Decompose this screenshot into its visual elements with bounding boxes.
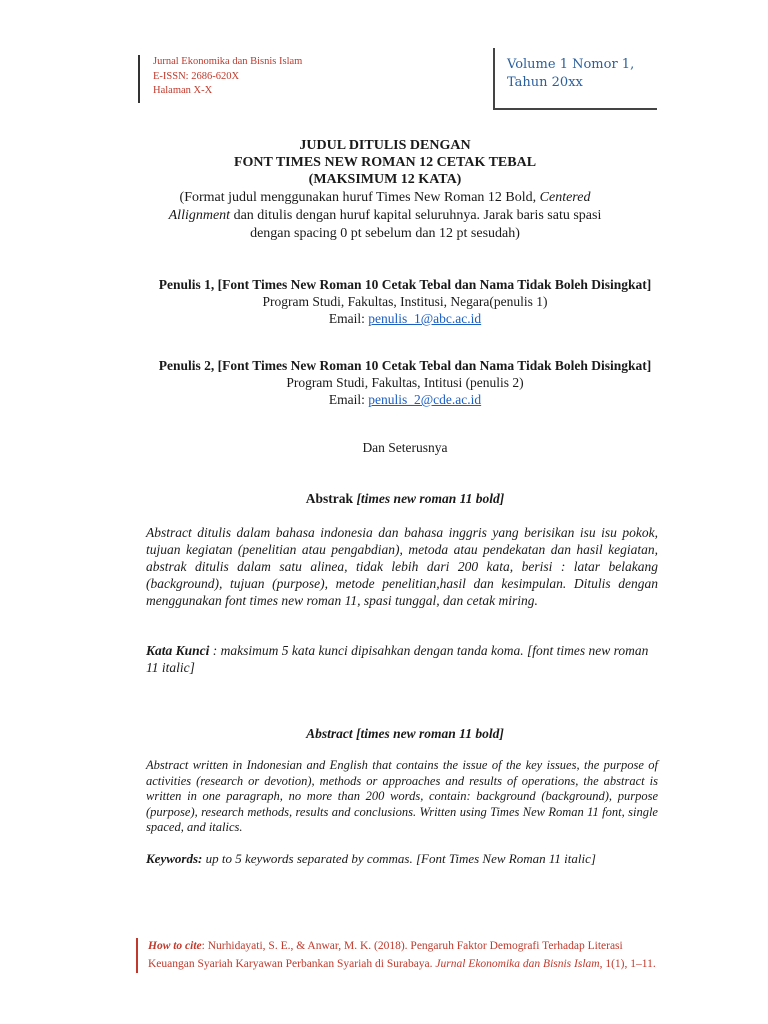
keywords-label: Keywords:	[146, 851, 203, 866]
volume-info-block	[493, 48, 657, 110]
citation-text-b: , 1(1), 1–11.	[599, 957, 656, 970]
title-line-1: JUDUL DITULIS DENGAN	[299, 138, 471, 153]
keywords	[146, 851, 658, 867]
journal-pages: Halaman X-X	[153, 85, 213, 96]
author-1-block	[140, 276, 670, 327]
author-2-name: Penulis 2, [Font Times New Roman 10 Cetak Tebal dan Nama Tidak Boleh Disingkat]	[158, 358, 652, 373]
title-format-note	[150, 189, 620, 243]
citation-journal: Jurnal Ekonomika dan Bisnis Islam	[435, 957, 600, 970]
author-2-email-label: Email:	[328, 392, 369, 407]
volume-year: Tahun 20xx	[507, 75, 583, 90]
journal-eissn: E-ISSN: 2686-620X	[153, 70, 240, 82]
title-line-3: (MAKSIMUM 12 KATA)	[308, 172, 462, 187]
author-2-email-link[interactable]: penulis_2@cde.ac.id	[368, 392, 482, 407]
abstrak-heading	[140, 491, 670, 507]
title-block	[150, 137, 620, 243]
abstrak-heading-b: [times new roman 11 bold]	[356, 491, 505, 506]
kata-kunci-text: : maksimum 5 kata kunci dipisahkan dengan tanda koma. [font times new roman 11 italic]	[146, 643, 649, 675]
author-1-email-label: Email:	[328, 311, 369, 326]
kata-kunci	[146, 642, 658, 676]
journal-info-block	[138, 55, 302, 103]
abstract-en-body: Abstract written in Indonesian and English that contains the issue of the key issues, the purpose of activities (research or devotion), methods or approaches and results of operations, the abstract is written in one paragraph, no more than 200 words, contain: background (background), purpose (purpose), research methods, results and conclusions. Written using Times New Roman 11 font, single spaced, and italics.	[146, 758, 658, 834]
author-2-block	[140, 357, 670, 408]
citation-block	[136, 938, 672, 973]
title-note-a: (Format judul menggunakan huruf Times New Roman 12 Bold,	[179, 190, 540, 205]
citation-label: How to cite	[148, 940, 202, 952]
author-2-affiliation: Program Studi, Fakultas, Intitusi (penulis 2)	[286, 375, 524, 390]
keywords-text: up to 5 keywords separated by commas. [Font Times New Roman 11 italic]	[202, 851, 596, 866]
abstrak-body: Abstract ditulis dalam bahasa indonesia dan bahasa inggris yang berisikan isu isu pokok, tujuan kegiatan (penelitian atau pengabdian), metoda atau pendekatan dan hasil kegiatan, abstrak ditulis dalam satu alinea, tidak lebih dari 200 kata, berisi : latar belakang (background), tujuan (purpose), metode penelitian,hasil dan kesimpulan. Ditulis dengan menggunakan font times new roman 11, spasi tunggal, dan cetak miring.	[146, 525, 658, 608]
author-1-affiliation: Program Studi, Fakultas, Institusi, Negara(penulis 1)	[262, 294, 548, 309]
title-note-b: Centered Allignment	[168, 190, 591, 223]
journal-name: Jurnal Ekonomika dan Bisnis Islam	[153, 56, 303, 67]
citation-text-a: : Nurhidayati, S. E., & Anwar, M. K. (2018). Pengaruh Faktor Demografi Terhadap Literasi Keuangan Syariah Karyawan Perbankan Syariah di Surabaya.	[148, 940, 623, 970]
abstract-en-heading: Abstract [times new roman 11 bold]	[306, 726, 504, 741]
abstrak-heading-a: Abstrak	[305, 491, 357, 506]
dan-seterusnya: Dan Seterusnya	[362, 440, 448, 455]
author-1-email-link[interactable]: penulis_1@abc.ac.id	[368, 311, 482, 326]
author-1-name: Penulis 1, [Font Times New Roman 10 Cetak Tebal dan Nama Tidak Boleh Disingkat]	[158, 277, 652, 292]
author-2-email-line	[140, 391, 670, 408]
kata-kunci-label: Kata Kunci	[146, 643, 210, 658]
author-1-email-line	[140, 310, 670, 327]
volume-number: Volume 1 Nomor 1,	[507, 57, 635, 72]
title-line-2: FONT TIMES NEW ROMAN 12 CETAK TEBAL	[233, 155, 537, 170]
title-note-c: dan ditulis dengan huruf kapital seluruhnya. Jarak baris satu spasi dengan spacing 0 pt sebelum dan 12 pt sesudah)	[230, 208, 602, 241]
